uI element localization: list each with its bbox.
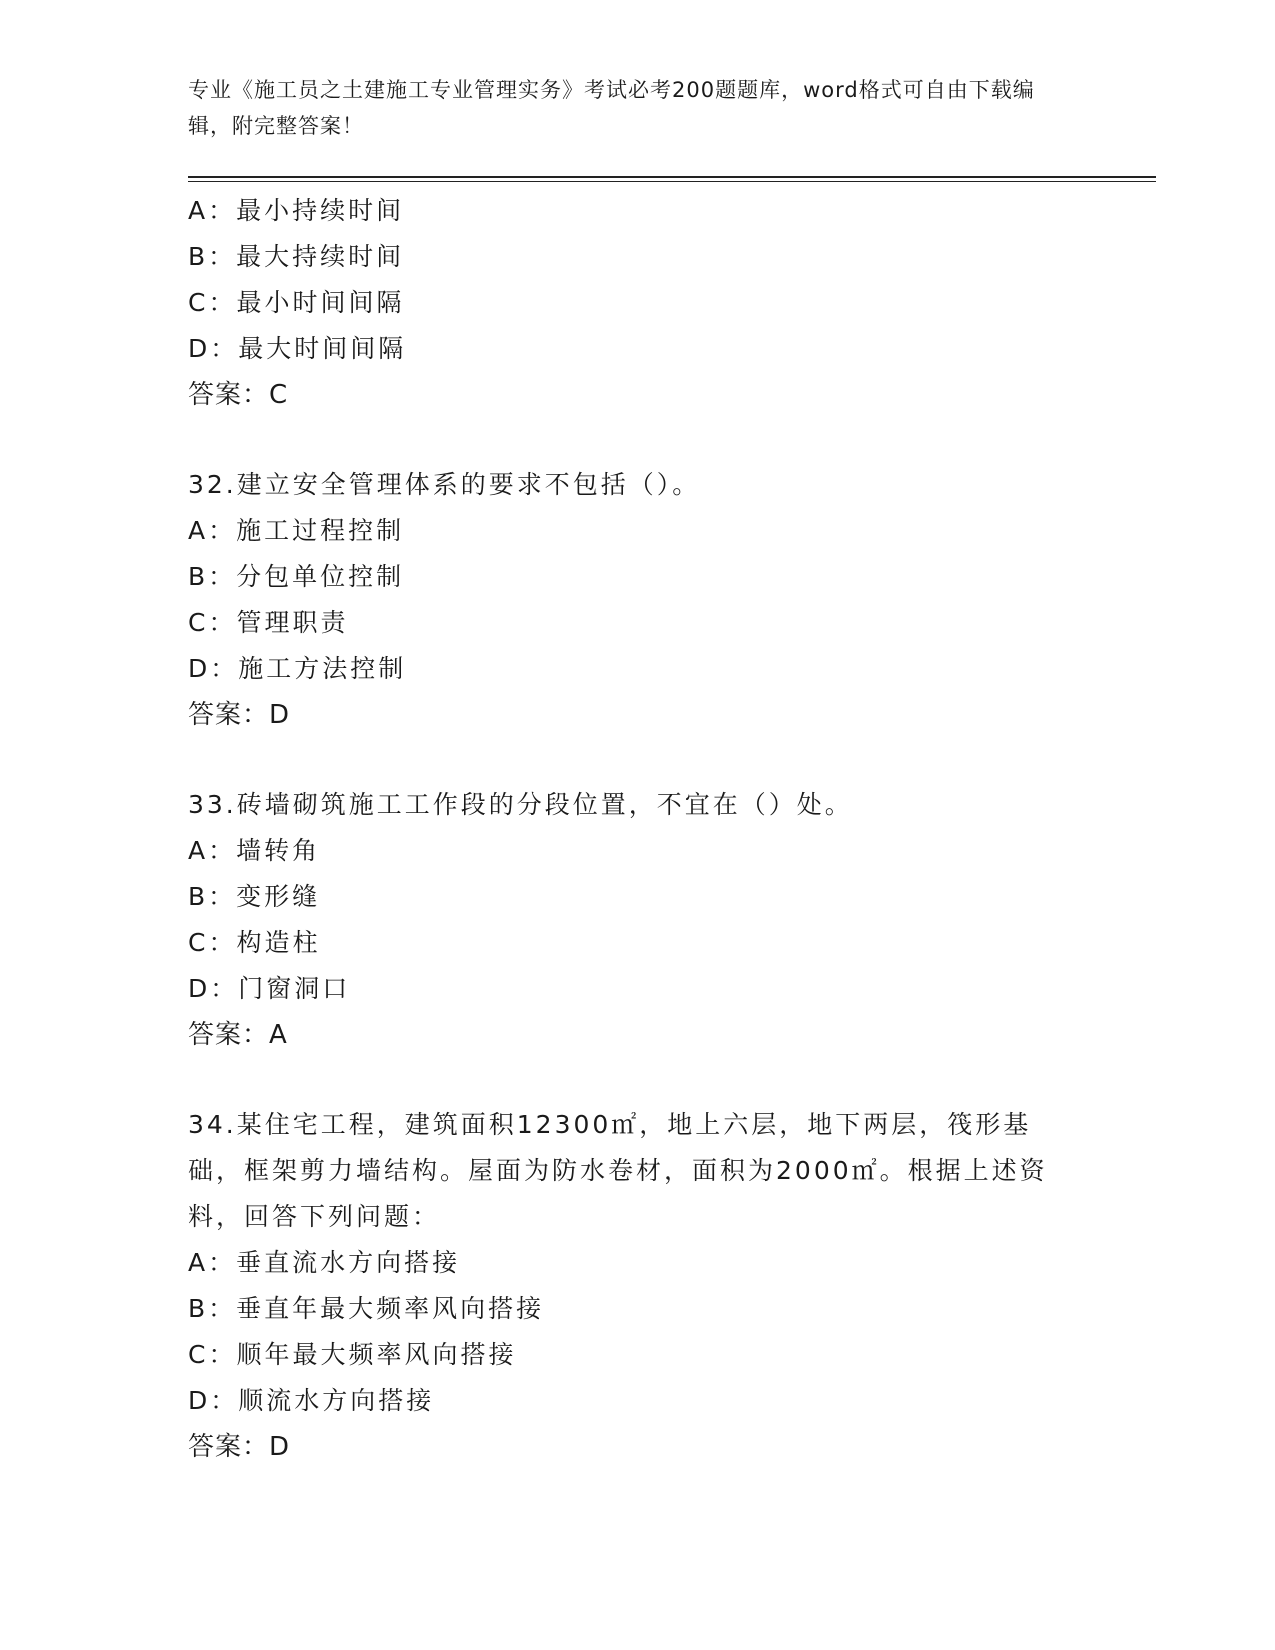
option-a: A：施工过程控制 [188,516,405,545]
option-c: C：构造柱 [188,928,321,957]
option-b: B：变形缝 [188,882,321,911]
header-rule-bottom [188,181,1156,182]
option-c: C：管理职责 [188,608,349,637]
option-b: B：分包单位控制 [188,562,405,591]
option-d: D：最大时间间隔 [188,334,407,363]
option-b: B：最大持续时间 [188,242,405,271]
question-33 [188,782,1068,1058]
option-d: D：门窗洞口 [188,974,351,1003]
question-34 [188,1102,1068,1470]
option-d: D：顺流水方向搭接 [188,1386,435,1415]
option-a: A：最小持续时间 [188,196,405,225]
option-a: A：垂直流水方向搭接 [188,1248,461,1277]
spacer [188,738,1068,782]
answer: 答案：A [188,1020,288,1050]
option-c: C：顺年最大频率风向搭接 [188,1340,517,1369]
page-header: 专业《施工员之土建施工专业管理实务》考试必考200题题库，word格式可自由下载编辑，附完整答案！ [188,78,1035,138]
question-31 [188,188,1068,418]
spacer [188,1058,1068,1102]
question-32 [188,462,1068,738]
spacer [188,418,1068,462]
answer: 答案：D [188,1432,291,1462]
option-c: C：最小时间间隔 [188,288,405,317]
option-b: B：垂直年最大频率风向搭接 [188,1294,545,1323]
answer: 答案：D [188,700,291,730]
question-text: 32.建立安全管理体系的要求不包括（）。 [188,470,701,499]
option-a: A：墙转角 [188,836,321,865]
question-text: 34.某住宅工程，建筑面积12300㎡，地上六层，地下两层，筏形基础，框架剪力墙结构。屋面为防水卷材，面积为2000㎡。根据上述资料，回答下列问题： [188,1110,1048,1231]
answer: 答案：C [188,380,289,410]
option-d: D：施工方法控制 [188,654,407,683]
header-rule-top [188,176,1156,178]
question-content [188,188,1068,1470]
question-text: 33.砖墙砌筑施工工作段的分段位置，不宜在（）处。 [188,790,853,819]
